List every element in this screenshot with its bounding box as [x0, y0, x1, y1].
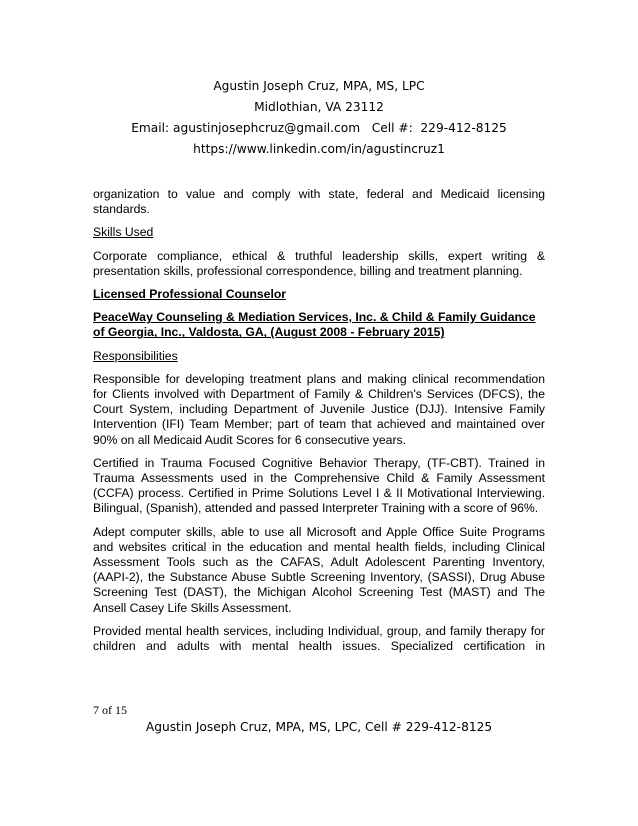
- header-linkedin[interactable]: https://www.linkedin.com/in/agustincruz1: [193, 142, 445, 156]
- responsibility-paragraph: Adept computer skills, able to use all Microsoft and Apple Office Suite Programs and websites critical in the education and mental health fields, including Clinical Assessment Tools such as the CAFAS, Adult Adolescent Parenting Inventory, (AAPI-2), the Substance Abuse Subtle Screening Inventory, (SASSI), Drug Abuse Screening Test (DAST), the Michigan Alcohol Screening Test (MAST) and The Ansell Casey Life Skills Assessment.: [93, 524, 545, 615]
- skills-heading: Skills Used: [93, 225, 154, 240]
- responsibility-paragraph: Provided mental health services, including Individual, group, and family therapy for children and adults with mental health issues. Specialized certification in: [93, 623, 545, 654]
- page-footer: Agustin Joseph Cruz, MPA, MS, LPC, Cell # 229-412-8125: [145, 720, 493, 734]
- header-name: Agustin Joseph Cruz, MPA, MS, LPC: [213, 79, 425, 93]
- resume-body: [93, 187, 545, 662]
- page-number: 7 of 15: [93, 703, 127, 717]
- skills-text: Corporate compliance, ethical & truthful leadership skills, expert writing & presentation skills, professional correspondence, billing and treatment planning.: [93, 248, 545, 278]
- responsibilities-heading: Responsibilities: [93, 348, 178, 363]
- header-location: Midlothian, VA 23112: [254, 100, 384, 114]
- employer-heading: PeaceWay Counseling & Mediation Services, Inc. & Child & Family Guidance of Georgia, Inc., Valdosta, GA, (August 2008 - February 2015): [93, 310, 536, 340]
- header-contact: Email: agustinjosephcruz@gmail.com Cell #: 229-412-8125: [131, 121, 507, 135]
- resume-header: [0, 76, 638, 160]
- responsibility-paragraph: Certified in Trauma Focused Cognitive Behavior Therapy, (TF-CBT). Trained in Trauma Assessments used in the Comprehensive Child & Family Assessment (CCFA) process. Certified in Prime Solutions Level I & II Motivational Interviewing. Bilingual, (Spanish), attended and passed Interpreter Training with a score of 96%.: [93, 455, 545, 516]
- job-title: Licensed Professional Counselor: [93, 287, 287, 302]
- continuation-text: organization to value and comply with state, federal and Medicaid licensing standards.: [93, 187, 545, 217]
- responsibility-paragraph: Responsible for developing treatment plans and making clinical recommendation for Clients involved with Department of Family & Children's Services (DFCS), the Court System, including Department of Juvenile Justice (DJJ). Intensive Family Intervention (IFI) Team Member; part of team that achieved and maintained over 90% on all Medicaid Audit Scores for 6 consecutive years.: [93, 371, 545, 447]
